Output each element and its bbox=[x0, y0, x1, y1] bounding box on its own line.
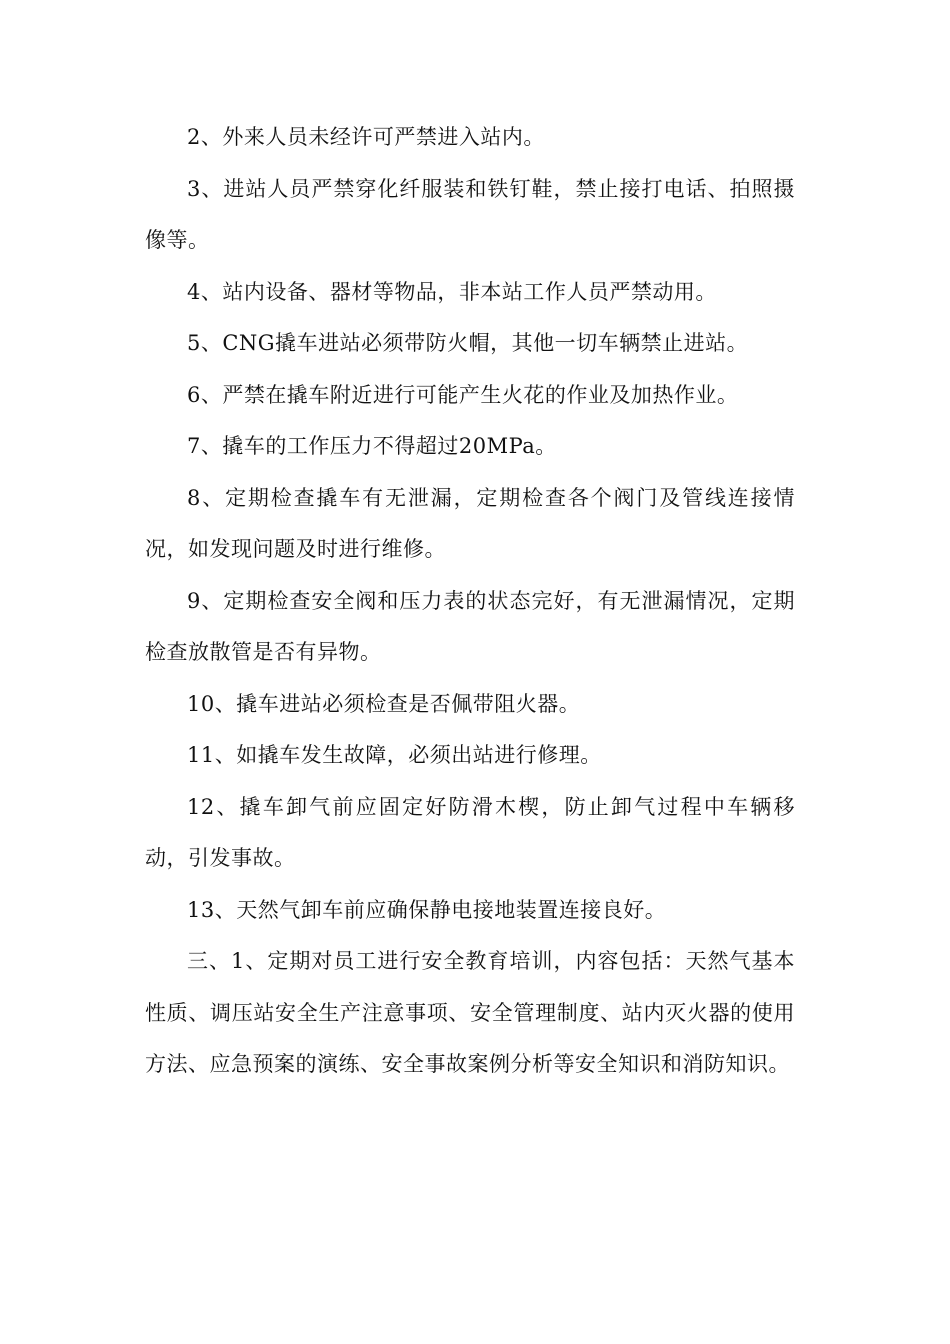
paragraph-item-12: 12、撬车卸气前应固定好防滑木楔，防止卸气过程中车辆移动，引发事故。 bbox=[145, 794, 795, 870]
paragraph-item-4: 4、站内设备、器材等物品，非本站工作人员严禁动用。 bbox=[187, 279, 717, 304]
paragraph-item-7: 7、撬车的工作压力不得超过20MPa。 bbox=[187, 434, 557, 458]
paragraph-item-8: 8、定期检查撬车有无泄漏，定期检查各个阀门及管线连接情况，如发现问题及时进行维修。 bbox=[145, 485, 795, 561]
document-body bbox=[145, 112, 795, 1091]
paragraph-item-10: 10、撬车进站必须检查是否佩带阻火器。 bbox=[187, 691, 581, 716]
paragraph-item-5: 5、CNG撬车进站必须带防火帽，其他一切车辆禁止进站。 bbox=[187, 331, 749, 355]
paragraph-item-9: 9、定期检查安全阀和压力表的状态完好，有无泄漏情况，定期检查放散管是否有异物。 bbox=[145, 588, 795, 664]
paragraph-item-3: 3、进站人员严禁穿化纤服装和铁钉鞋，禁止接打电话、拍照摄像等。 bbox=[145, 176, 795, 252]
paragraph-item-6: 6、严禁在撬车附近进行可能产生火花的作业及加热作业。 bbox=[187, 382, 739, 407]
paragraph-item-13: 13、天然气卸车前应确保静电接地装置连接良好。 bbox=[187, 897, 667, 922]
paragraph-section-3-item-1: 三、1、定期对员工进行安全教育培训，内容包括：天然气基本性质、调压站安全生产注意事项、安全管理制度、站内灭火器的使用方法、应急预案的演练、安全事故案例分析等安全知识和消防知识。 bbox=[145, 949, 795, 1076]
paragraph-item-11: 11、如撬车发生故障，必须出站进行修理。 bbox=[187, 743, 602, 767]
paragraph-item-2: 2、外来人员未经许可严禁进入站内。 bbox=[187, 125, 545, 149]
